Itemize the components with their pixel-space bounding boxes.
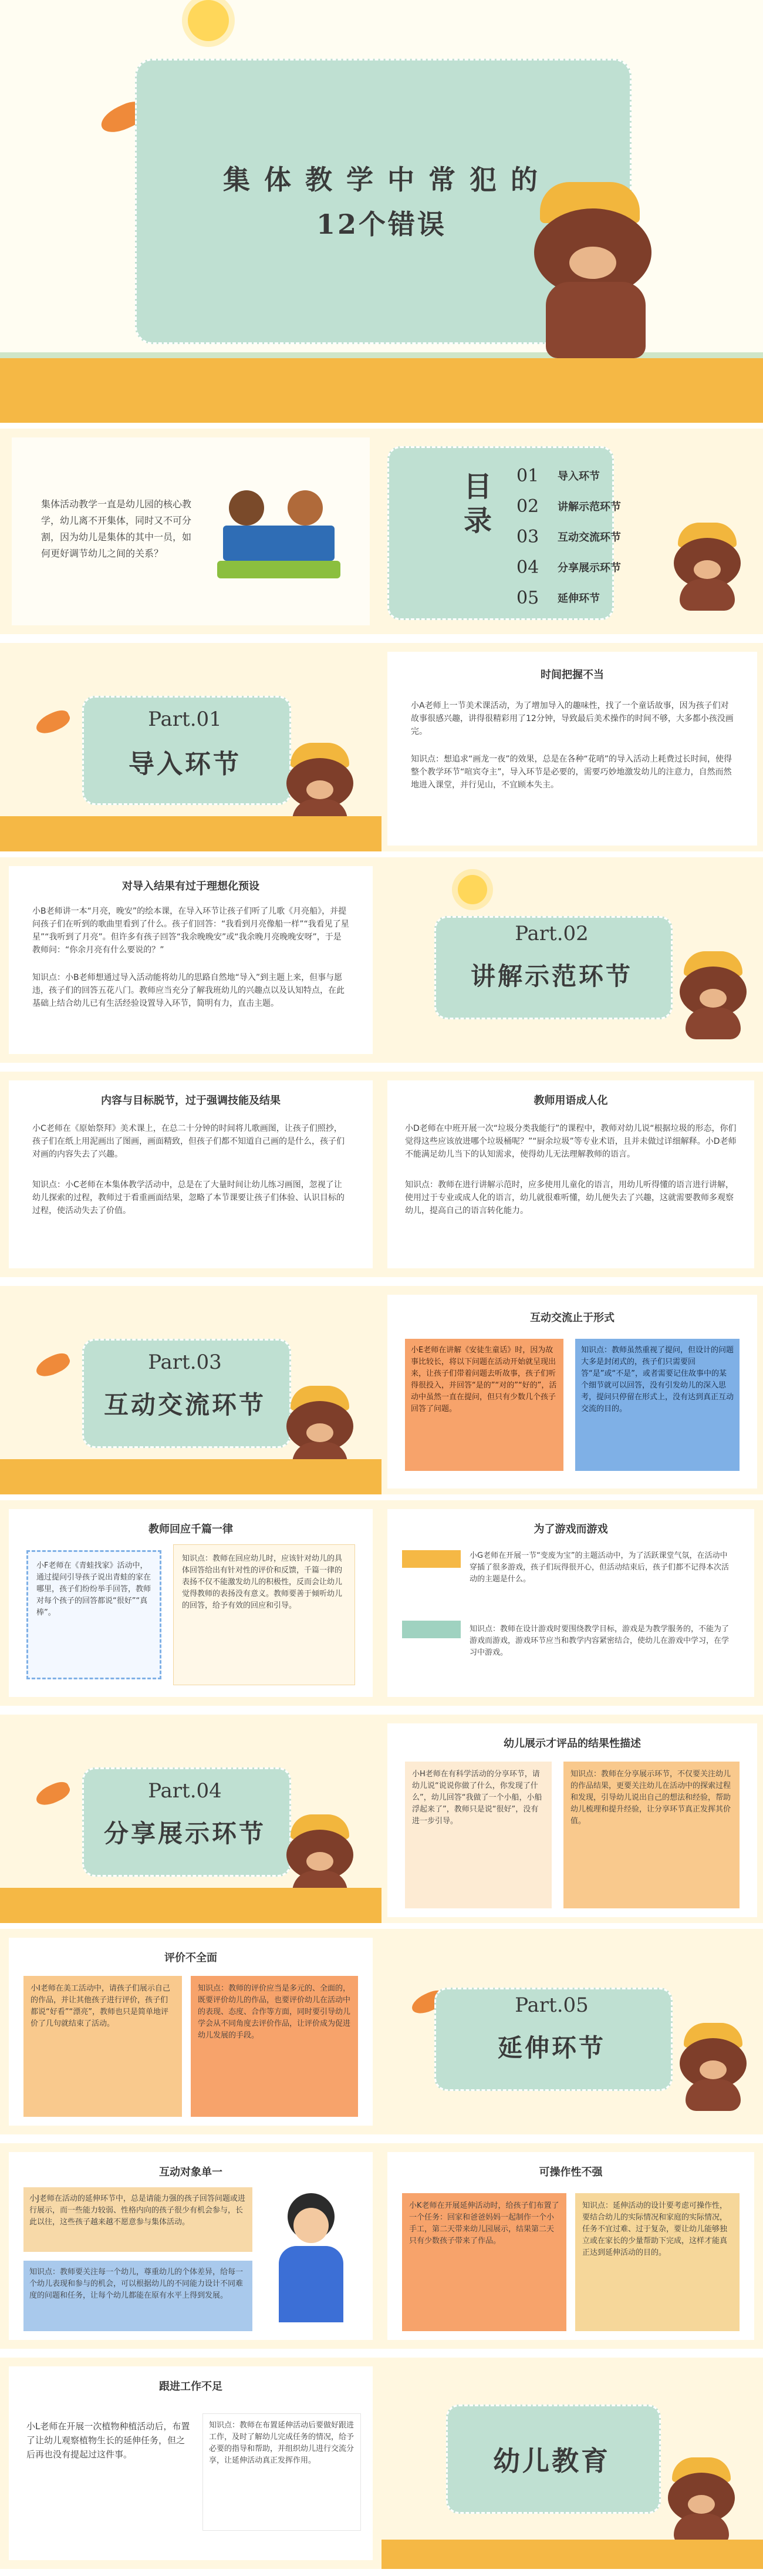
content-focus-card	[9, 1080, 373, 1268]
cover-title-line2: 12个错误	[316, 208, 447, 240]
part04-label: Part.04	[148, 1779, 222, 1803]
operability-left-box: 小K老师在开展延伸活动时，给孩子们布置了一个任务：回家和爸爸妈妈一起制作一个小手工，第二天带来幼儿园展示，结果第二天只有少数孩子带来了作品。	[402, 2193, 566, 2331]
game-purpose-p1: 小G老师在开展一节“变废为宝”的主题活动中，为了活跃课堂气氛，在活动中穿插了很多游戏，孩子们玩得很开心，但活动结束后，孩子们都不记得本次活动的主题是什么。	[470, 1551, 730, 1584]
part05-title: 延伸环节	[497, 2033, 606, 2062]
feedback-card	[9, 1509, 373, 1697]
feedback-right-box: 知识点：教师在回应幼儿时，应该针对幼儿的具体回答给出有针对性的评价和反馈，千篇一律的表扬不仅不能激发幼儿的积极性，反而会让幼儿觉得教师的表扬没有意义。教师要善于倾听幼儿的回答，给予有效的回应和引导。	[173, 1544, 355, 1685]
cover-title-line1: 集 体 教 学 中 常 犯 的	[222, 164, 541, 196]
evaluation-card	[9, 1938, 373, 2126]
time-control-p1: 小A老师上一节美术课活动，为了增加导入的趣味性，找了一个童话故事，因为孩子们对故事很感兴趣，讲得很精彩用了12分钟，导致最后美术操作的时间不够，大多都小孩没画完。	[411, 701, 734, 736]
interaction-single-title: 互动对象单一	[159, 2166, 222, 2178]
time-control-title: 时间把握不当	[541, 669, 604, 681]
game-purpose-p2: 知识点：教师在设计游戏时要围绕教学目标，游戏是为教学服务的，不能为了游戏而游戏，游戏环节应当和教学内容紧密结合，使幼儿在游戏中学习，在学习中游戏。	[470, 1625, 730, 1657]
teacher-language-title: 教师用语成人化	[534, 1095, 608, 1107]
part02-label: Part.02	[515, 922, 589, 945]
evaluation-right-box: 知识点：教师的评价应当是多元的、全面的，既要评价幼儿的作品，也要评价幼儿在活动中的表现、态度、合作等方面，同时要引导幼儿学会从不同角度去评价作品，让评价成为促进幼儿发展的手段。	[191, 1976, 358, 2117]
part01-slide	[0, 643, 763, 851]
interaction-form-title: 互动交流止于形式	[530, 1312, 615, 1324]
time-control-card	[387, 652, 757, 846]
result-link-card	[9, 866, 373, 1054]
toc-title: 目录	[464, 470, 495, 537]
interaction-single-bottom-box: 知识点：教师要关注每一个幼儿，尊重幼儿的个体差异，给每一个幼儿表现和参与的机会，可以根据幼儿的不同能力设计不同难度的问题和任务，让每个幼儿都能在原有水平上得到发展。	[23, 2261, 252, 2331]
teacher-language-p1: 小D老师在中班开展一次“垃圾分类我能行”的课程中，教师对幼儿说“根据垃圾的形态，你们觉得这些应该放进哪个垃圾桶呢？”“厨余垃圾”等专业术语，且并未做过详细解释。小D老师不能满足幼儿当下的认知需求，使得幼儿无法理解教师的语言。	[405, 1124, 737, 1159]
interaction-form-card	[387, 1295, 757, 1489]
hills-foreground	[0, 358, 763, 423]
bear-illustration	[669, 2023, 757, 2111]
part03-label: Part.03	[148, 1351, 222, 1374]
part01-label: Part.01	[148, 708, 222, 731]
intro-card	[12, 437, 370, 625]
follow-up-left: 小L老师在开展一次植物种植活动后，布置了让幼儿观察植物生长的延伸任务，但之后再也没有提起过这件事。	[26, 2421, 190, 2460]
time-control-p2: 知识点：想追求“画龙一夜”的效果，总是在各种“花哨”的导入活动上耗费过长时间，使得整个教学环节“喧宾夺主”，导入环节是必要的，需要巧妙地激发幼儿的注意力，自然而然地进入课堂，并行见山，不宜顾本失主。	[411, 755, 732, 790]
result-review-title: 幼儿展示才评品的结果性描述	[504, 1737, 641, 1750]
content-focus-p1: 小C老师在《原始祭拜》美术课上，在总二十分钟的时间将儿歌画图，让孩子们照抄，孩子们在纸上用泥画出了图画，画面精致，但孩子们都不知道自己画的是什么，孩子们对画的内容失去了兴趣。	[32, 1124, 345, 1159]
hills-foreground	[382, 2540, 763, 2569]
part04-title: 分享展示环节	[103, 1819, 266, 1848]
follow-up-right-box: 知识点：教师在布置延伸活动后要做好跟进工作，及时了解幼儿完成任务的情况，给予必要的指导和帮助，并组织幼儿进行交流分享，让延伸活动真正发挥作用。	[202, 2413, 361, 2531]
toc-item-01[interactable]: 01 导入环节	[516, 465, 600, 486]
toc-item-04[interactable]: 04 分享展示环节	[516, 557, 621, 578]
toc-item-05[interactable]: 05 延伸环节	[516, 587, 600, 608]
toc-list	[516, 464, 669, 617]
cover-slide	[0, 0, 763, 423]
toc-item-03[interactable]: 03 互动交流环节	[516, 526, 621, 547]
content-focus-title: 内容与目标脱节，过于强调技能及结果	[101, 1095, 281, 1107]
bear-illustration	[516, 182, 669, 358]
interaction-form-right-box: 知识点：教师虽然重视了提问，但设计的问题大多是封闭式的，孩子们只需要回答“是”或“不是”，或者需要记住故事中的某个细节就可以回答，没有引发幼儿的深入思考，提问只停留在形式上，没有达到真正互动交流的目的。	[575, 1339, 740, 1471]
fish-icon	[33, 1350, 72, 1381]
teaching-slide	[0, 1072, 763, 1277]
feedback-title: 教师回应千篇一律	[148, 1523, 233, 1536]
result-link-p2: 知识点：小B老师想通过导入活动能将幼儿的思路自然地“导入”到主题上来，但事与愿违，孩子们的回答五花八门。教师应当充分了解我班幼儿的兴趣点以及认知特点，在此基础上结合幼儿已有生活经验设置导入环节，简明有力，直击主题。	[32, 973, 345, 1008]
result-link-title: 对导入结果有过于理想化预设	[122, 880, 259, 893]
operability-title: 可操作性不强	[539, 2166, 603, 2178]
interaction-form-left-box: 小E老师在讲解《安徒生童话》时，因为故事比较长，将以下问题在活动开始就呈现出来，让孩子们带着问题去听故事，孩子们听得很投入，并回答“是的”“对的”“好的”，活动中虽然一直在提问，但只有少数几个孩子回答了问题。	[405, 1339, 563, 1471]
sun-icon	[188, 0, 229, 41]
evaluation-left-box: 小I老师在美工活动中，请孩子们展示自己的作品，并让其他孩子进行评价，孩子们都说“好看”“漂亮”，教师也只是简单地评价了几句就结束了活动。	[23, 1976, 182, 2117]
teacher-illustration	[267, 2193, 355, 2322]
part05-label: Part.05	[515, 1994, 589, 2017]
follow-up-title: 跟进工作不足	[159, 2380, 222, 2393]
part02-title: 讲解示范环节	[470, 962, 633, 991]
ending-slide	[0, 2358, 763, 2569]
fish-icon	[33, 1779, 72, 1810]
interaction-single-top-box: 小J老师在活动的延伸环节中，总是请能力强的孩子回答问题或进行展示，而一些能力较弱、性格内向的孩子很少有机会参与，长此以往，这些孩子越来越不愿意参与集体活动。	[23, 2187, 252, 2252]
fish-icon	[33, 707, 72, 738]
result-review-card	[387, 1723, 757, 1917]
bear-illustration	[669, 951, 757, 1039]
operability-right-box: 知识点：延伸活动的设计要考虑可操作性，要结合幼儿的实际情况和家庭的实际情况，任务不宜过难、过于复杂，要让幼儿能够独立或在家长的少量帮助下完成，这样才能真正达到延伸活动的目的。	[575, 2193, 740, 2331]
part03-title: 互动交流环节	[103, 1390, 266, 1419]
part01-title: 导入环节	[129, 749, 241, 779]
feedback-left-box: 小F老师在《青蛙找家》活动中，通过提问引导孩子说出青蛙的家在哪里，孩子们纷纷举手回答，教师对每个孩子的回答都说“很好”“真棒”。	[26, 1550, 161, 1679]
game-purpose-tab-1	[402, 1550, 461, 1568]
part03-slide	[0, 1286, 763, 1494]
intro-text: 集体活动教学一直是幼儿园的核心教学，幼儿离不开集体，同时又不可分割，因为幼儿是集体的其中一员，如何更好调节幼儿之间的关系？	[41, 499, 192, 559]
game-purpose-title: 为了游戏而游戏	[534, 1523, 608, 1536]
ending-title: 幼儿教育	[493, 2445, 610, 2477]
follow-up-card	[9, 2366, 373, 2560]
part05-slide	[0, 1929, 763, 2134]
part02-slide	[0, 857, 763, 1063]
result-link-p1: 小B老师讲一本“月亮，晚安”的绘本课，在导入环节让孩子们听了儿歌《月亮船》，并提问孩子们在听到的歌曲里看到了什么。孩子们回答：“我看到月亮像船一样”“我看见了星星”“我听到了月亮”。但许多有孩子回答“我余晚晚安”或“我余晚月亮晚晚安呀”，于是教师问：“你余月亮有什么要说的？”	[32, 907, 349, 955]
interaction-single-card	[9, 2152, 373, 2340]
hills-foreground	[0, 816, 382, 851]
evaluation-title: 评价不全面	[164, 1952, 217, 1964]
content-focus-p2: 知识点：小C老师在本集体教学活动中，总是在了大量时间让幼儿练习画图，忽视了让幼儿探索的过程，教师过于看重画面结果，忽略了本节课要让孩子们体验、认识目标的过程，使活动失去了价值。	[32, 1180, 345, 1215]
game-purpose-tab-2	[402, 1621, 461, 1638]
bear-illustration	[663, 523, 751, 611]
result-review-left-box: 小H老师在有科学活动的分享环节，请幼儿说“说说你做了什么，你发现了什么”，幼儿回答“我做了一个小船，小船浮起来了”，教师只是说“很好”，没有进一步引导。	[405, 1762, 552, 1908]
feedback-slide	[0, 1500, 763, 1706]
result-review-right-box: 知识点：教师在分享展示环节，不仅要关注幼儿的作品结果，更要关注幼儿在活动中的探索过程和发现，引导幼儿说出自己的想法和经验，帮助幼儿梳理和提升经验，让分享环节真正发挥其价值。	[563, 1762, 740, 1908]
teacher-language-p2: 知识点：教师在进行讲解示范时，应多使用儿童化的语言，用幼儿听得懂的语言进行讲解，使用过于专业或成人化的语言，幼儿就很难听懂，幼儿便失去了兴趣，这就需要教师多观察幼儿，提高自己的语言转化能力。	[405, 1180, 734, 1215]
extension-slide	[0, 2143, 763, 2349]
part04-slide	[0, 1715, 763, 1923]
sun-icon	[458, 875, 487, 904]
hills-foreground	[0, 1888, 382, 1923]
teacher-language-card	[387, 1080, 754, 1268]
operability-card	[387, 2152, 754, 2340]
toc-item-02[interactable]: 02 讲解示范环节	[516, 496, 621, 517]
bear-illustration	[657, 2457, 745, 2545]
children-reading-illustration	[211, 490, 346, 584]
toc-slide	[0, 429, 763, 634]
hills-foreground	[0, 1459, 382, 1494]
game-purpose-card	[387, 1509, 754, 1697]
